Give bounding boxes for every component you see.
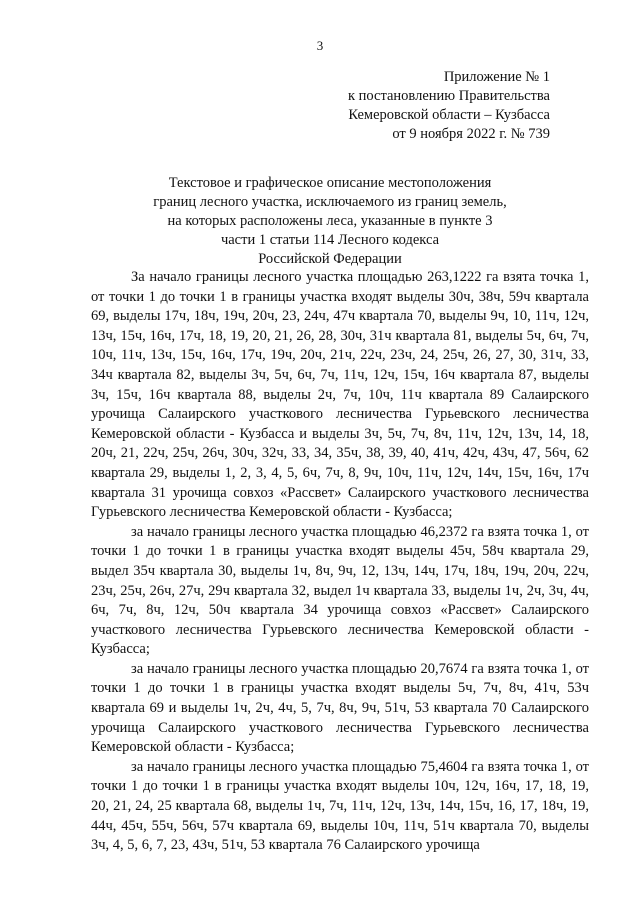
paragraph: за начало границы лесного участка площадью 46,2372 га взята точка 1, от точки 1 до точки 1 в границы участка входят выделы 45ч, 58ч квартала 29, выдел 35ч квартала 30, выделы 1ч, 8ч, 9ч, 12, 13ч, 14ч, 17ч, 18ч, 19ч, 20ч, 22ч, 23ч, 25ч, 26ч, 27ч, 29ч квартала 32, выдел 1ч квартала 33, выделы 1ч, 2ч, 3ч, 4ч, 6ч, 7ч, 8ч, 12ч, 50ч квартала 34 урочища совхоз «Рассвет» Салаирского участкового лесничества Гурьевского лесничества Кемеровской области - Кузбасса; xyxy=(91,523,589,658)
paragraph: за начало границы лесного участка площадью 20,7674 га взята точка 1, от точки 1 до точки 1 в границы участка входят выделы 5ч, 7ч, 8ч, 41ч, 53ч квартала 69 и выделы 1ч, 2ч, 4ч, 5, 7ч, 8ч, 9ч, 51ч, 53 квартала 70 Салаирского урочища Салаирского участкового лесничества Гурьевского лесничества Кемеровской области - Кузбасса; xyxy=(91,660,589,756)
page-number: 3 xyxy=(316,38,324,53)
body-text xyxy=(91,268,589,856)
paragraph: за начало границы лесного участка площадью 75,4604 га взята точка 1, от точки 1 до точки 1 в границы участка входят выделы 10ч, 12ч, 16ч, 17, 18, 19, 20, 21, 24, 25 квартала 68, выделы 1ч, 7ч, 11ч, 12ч, 13ч, 14ч, 15ч, 16, 17, 18ч, 19, 44ч, 45ч, 55ч, 56ч, 57ч квартала 69, выделы 10ч, 11ч, 51ч квартала 70, выделы 3ч, 4, 5, 6, 7, 23, 43ч, 51ч, 53 квартала 76 Салаирского урочища xyxy=(91,758,589,854)
heading-line: границ лесного участка, исключаемого из границ земель, xyxy=(153,194,507,210)
heading-line: Текстовое и графическое описание местоположения xyxy=(168,175,492,191)
heading-line: Российской Федерации xyxy=(258,251,402,267)
appendix-line: Приложение № 1 xyxy=(443,69,550,85)
appendix-line: от 9 ноября 2022 г. № 739 xyxy=(392,126,550,142)
heading-line: на которых расположены леса, указанные в пункте 3 xyxy=(167,213,493,229)
appendix-line: к постановлению Правительства xyxy=(348,88,550,104)
appendix-block xyxy=(290,68,550,144)
document-heading xyxy=(90,174,570,269)
appendix-line: Кемеровской области – Кузбасса xyxy=(348,107,550,123)
heading-line: части 1 статьи 114 Лесного кодекса xyxy=(220,232,440,248)
paragraph: За начало границы лесного участка площадью 263,1222 га взята точка 1, от точки 1 до точки 1 в границы участка входят выделы 30ч, 38ч, 59ч квартала 69, выделы 17ч, 18ч, 19ч, 20ч, 23, 24ч, 47ч квартала 70, выделы 9ч, 10, 11ч, 12ч, 13ч, 15ч, 16ч, 17ч, 18, 19, 20, 21, 26, 28, 30ч, 31ч квартала 81, выделы 5ч, 6ч, 7ч, 10ч, 11ч, 13ч, 15ч, 16ч, 17ч, 19ч, 20ч, 21ч, 22ч, 23ч, 24, 25ч, 26, 27, 30, 31ч, 33, 34ч квартала 82, выделы 3ч, 5ч, 6ч, 7ч, 11ч, 12ч, 15ч, 16ч квартала 87, выделы 3ч, 15ч, 16ч квартала 88, выделы 2ч, 7ч, 10ч, 11ч квартала 89 Салаирского урочища Салаирского участкового лесничества Гурьевского лесничества Кемеровской области - Кузбасса и выделы 3ч, 5ч, 7ч, 8ч, 11ч, 12ч, 13ч, 14, 18, 20ч, 21, 22ч, 25ч, 26ч, 30ч, 32ч, 33, 34, 35ч, 38, 39, 40, 41ч, 42ч, 43ч, 47, 56ч, 62 квартала 29, выделы 1, 2, 3, 4, 5, 6ч, 7ч, 8, 9ч, 10ч, 11ч, 12ч, 14ч, 15ч, 16ч, 17ч квартала 31 урочища совхоз «Рассвет» Салаирского участкового лесничества Гурьевского лесничества Кемеровской области - Кузбасса; xyxy=(91,269,589,521)
